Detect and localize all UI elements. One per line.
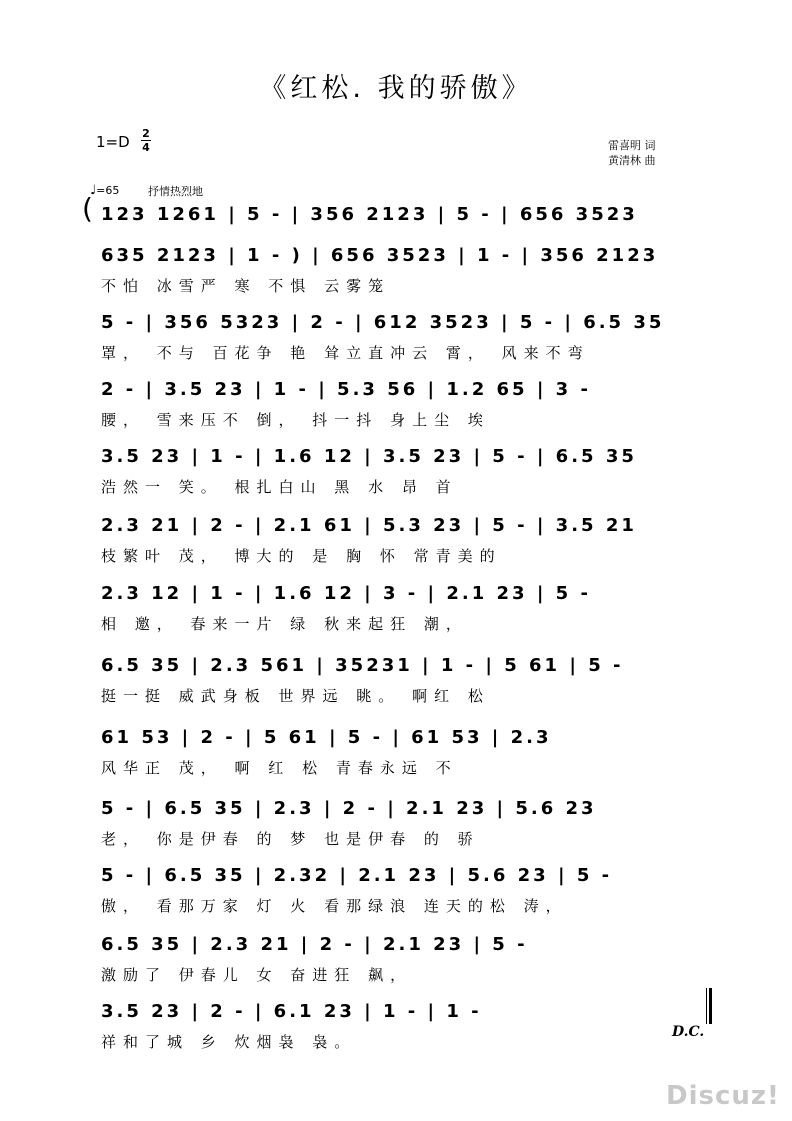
credits: [608, 138, 656, 168]
note-line: 635 2123 | 1 - ) | 656 3523 | 1 - | 356 2123: [101, 245, 659, 266]
score-system: [0, 646, 792, 706]
lyric-line: 祥和了城 乡 炊烟袅 袅。: [101, 1033, 357, 1051]
quarter-note-icon: ♩: [90, 183, 97, 198]
lyric-line: 风华正 茂， 啊 红 松 青春永远 不: [101, 759, 458, 777]
score-system: [0, 437, 792, 497]
lyricist: 雷喜明 词: [608, 139, 656, 152]
lyric-line: 挺一挺 威武身板 世界远 眺。 啊红 松: [101, 687, 490, 705]
lyric-line: 老， 你是伊春 的 梦 也是伊春 的 骄: [101, 830, 480, 848]
score-system: [0, 856, 792, 916]
note-line: 3.5 23 | 1 - | 1.6 12 | 3.5 23 | 5 - | 6.5 35: [101, 446, 637, 467]
expression-mark: 抒情热烈地: [148, 185, 203, 198]
score-system: [0, 925, 792, 985]
lyric-line: 罩， 不与 百花争 艳 耸立直冲云 霄， 风来不弯: [101, 344, 590, 362]
lyric-line: 激励了 伊春儿 女 奋进狂 飙，: [101, 966, 413, 984]
lyric-line: 傲， 看那万家 灯 火 看那绿浪 连天的松 涛，: [101, 897, 568, 915]
note-line: 5 - | 6.5 35 | 2.3 | 2 - | 2.1 23 | 5.6 23: [101, 798, 597, 819]
score-system: [0, 506, 792, 566]
score-title: 《红松. 我的骄傲》: [259, 73, 533, 104]
note-line: 5 - | 356 5323 | 2 - | 612 3523 | 5 - | 6.5 35: [101, 312, 665, 333]
composer: 黄清林 曲: [608, 154, 656, 167]
final-barline: [706, 988, 712, 1024]
note-line: 2.3 12 | 1 - | 1.6 12 | 3 - | 2.1 23 | 5 -: [101, 583, 591, 604]
time-signature: [141, 128, 151, 153]
note-line: 6.5 35 | 2.3 21 | 2 - | 2.1 23 | 5 -: [101, 934, 528, 955]
note-line: 3.5 23 | 2 - | 6.1 23 | 1 - | 1 -: [101, 1001, 482, 1022]
note-line: 6.5 35 | 2.3 561 | 35231 | 1 - | 5 61 | 5 -: [101, 655, 624, 676]
score-system: [0, 236, 792, 296]
watermark: Discuz!: [666, 1081, 780, 1111]
intro-paren: (: [82, 192, 93, 225]
time-top: 2: [142, 127, 150, 140]
note-line: 123 1261 | 5 - | 356 2123 | 5 - | 656 3523: [101, 204, 638, 225]
key-signature: 1=D: [96, 133, 130, 151]
score-system: [0, 303, 792, 363]
lyric-line: 相 邀， 春来一片 绿 秋来起狂 潮，: [101, 615, 468, 633]
lyric-line: 浩然一 笑。 根扎白山 黑 水 昂 首: [101, 478, 458, 496]
score-system: [0, 789, 792, 849]
note-line: 2 - | 3.5 23 | 1 - | 5.3 56 | 1.2 65 | 3 -: [101, 379, 591, 400]
score-system: [0, 992, 792, 1052]
note-line: 61 53 | 2 - | 5 61 | 5 - | 61 53 | 2.3: [101, 727, 552, 748]
note-line: 2.3 21 | 2 - | 2.1 61 | 5.3 23 | 5 - | 3.5 21: [101, 515, 637, 536]
lyric-line: 枝繁叶 茂， 博大的 是 胸 怀 常青美的: [101, 547, 502, 565]
da-capo-mark: D.C.: [672, 1024, 705, 1040]
note-line: 5 - | 6.5 35 | 2.32 | 2.1 23 | 5.6 23 | 5 -: [101, 865, 613, 886]
score-system: [0, 574, 792, 634]
score-system: [0, 370, 792, 430]
lyric-line: 不怕 冰雪严 寒 不惧 云雾笼: [101, 277, 391, 295]
time-bottom: 4: [142, 141, 150, 154]
lyric-line: 腰， 雪来压不 倒， 抖一抖 身上尘 埃: [101, 411, 490, 429]
tempo-value: =65: [96, 184, 120, 197]
score-system: [0, 718, 792, 778]
